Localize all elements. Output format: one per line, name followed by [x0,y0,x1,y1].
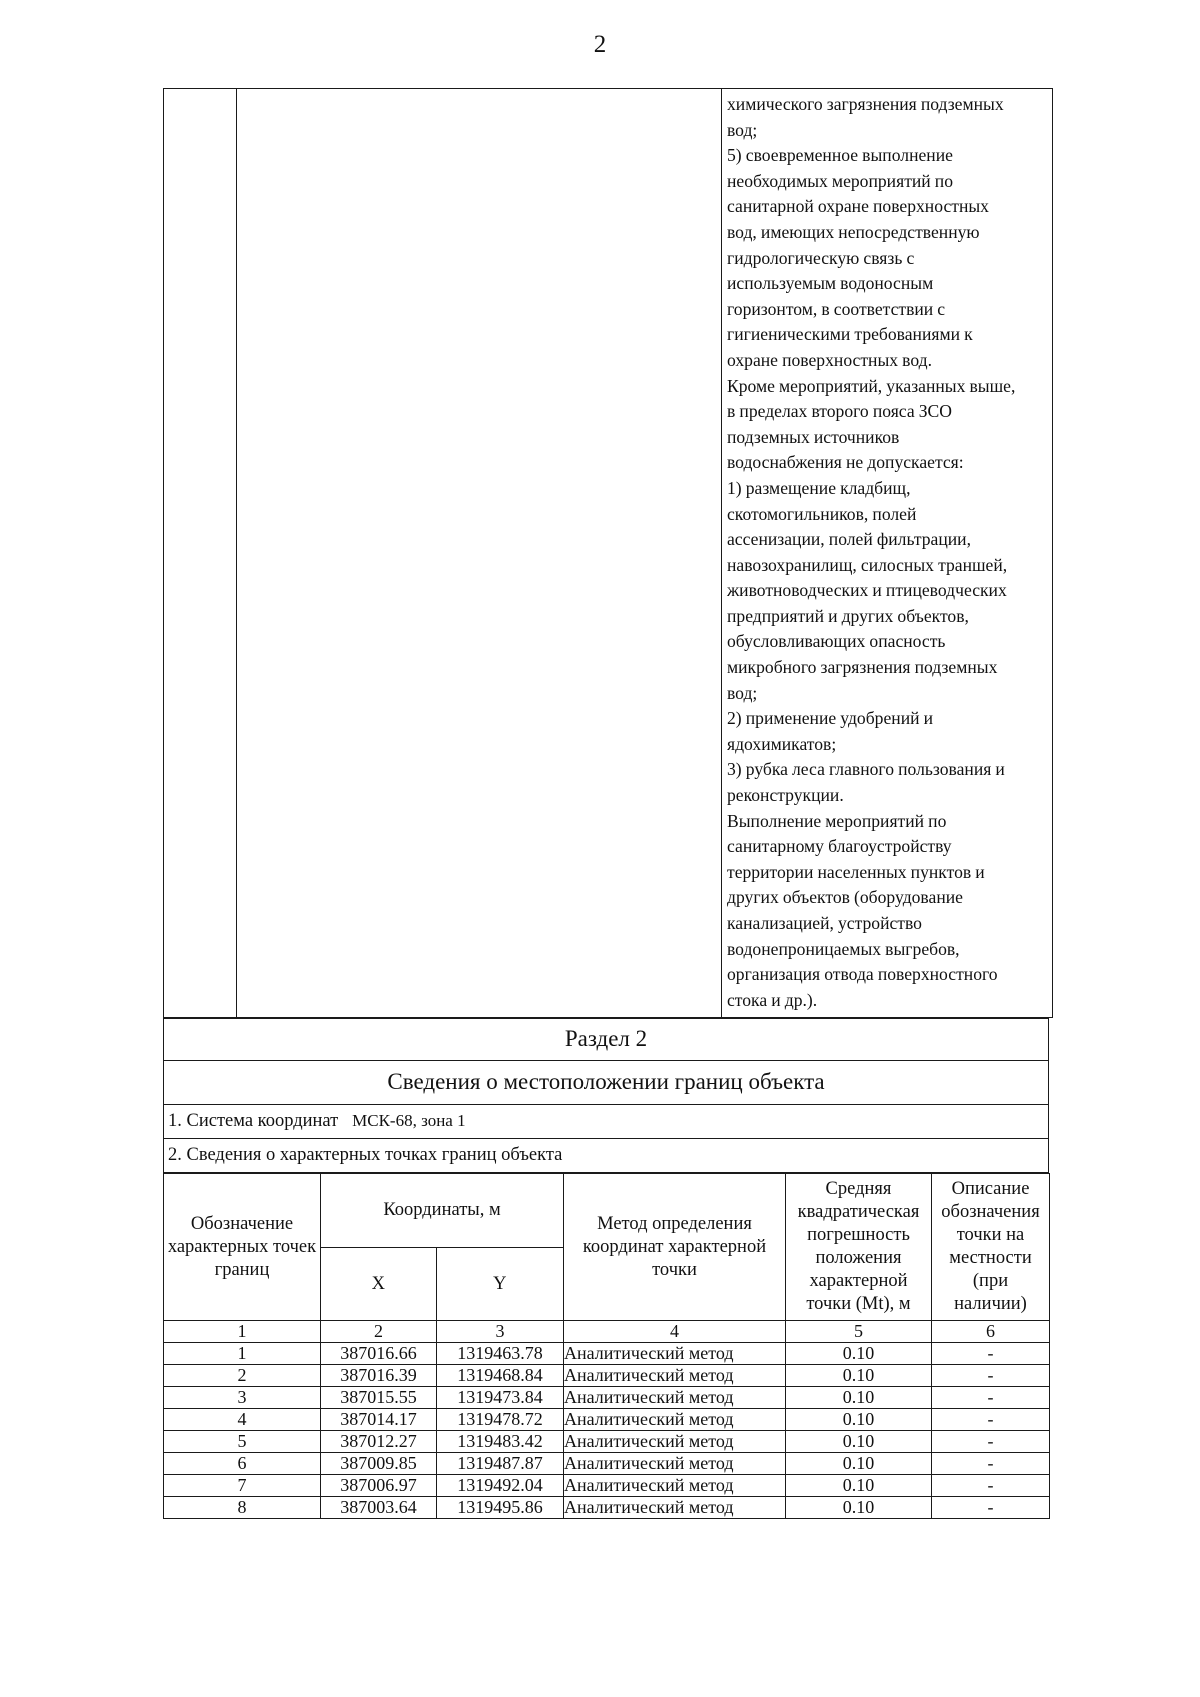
carryover-text-line: животноводческих и птицеводческих [727,580,1007,601]
column-number-5: 5 [786,1321,932,1343]
carryover-row [164,89,1053,1018]
cell-mt: 0.10 [786,1453,932,1475]
cell-coordinate-x: 387012.27 [321,1431,437,1453]
cell-method: Аналитический метод [564,1475,786,1497]
cell-coordinate-y: 1319495.86 [437,1497,564,1519]
carryover-text-line: гидрологическую связь с [727,247,915,268]
carryover-text-line: водонепроницаемых выгребов, [727,938,960,959]
cell-point-number: 6 [164,1453,321,1475]
carryover-table [163,88,1053,1018]
carryover-text-line: вод; [727,119,758,140]
cell-description: - [932,1387,1050,1409]
section-banner-row [164,1019,1049,1061]
coordinates-table [163,1173,1050,1519]
cell-description: - [932,1431,1050,1453]
cell-description: - [932,1343,1050,1365]
carryover-text-line: в пределах второго пояса ЗСО [727,401,952,422]
table-row [164,1343,1050,1365]
cell-coordinate-x: 387014.17 [321,1409,437,1431]
carryover-text-line: 3) рубка леса главного пользования и [727,759,1005,780]
carryover-text-line: охране поверхностных вод. [727,349,933,370]
cell-description: - [932,1497,1050,1519]
carryover-text-line: вод; [727,682,758,703]
cell-mt: 0.10 [786,1497,932,1519]
column-number-4: 4 [564,1321,786,1343]
coordinate-system-row [164,1105,1049,1139]
column-number-row [164,1321,1050,1343]
points-info-label: 2. Сведения о характерных точках границ объекта [168,1145,563,1166]
header-point-designation: Обозначение характерных точек границ [164,1174,321,1321]
cell-method: Аналитический метод [564,1431,786,1453]
page-number: 2 [593,31,607,58]
carryover-text-line: других объектов (оборудование [727,887,963,908]
column-number-3: 3 [437,1321,564,1343]
carryover-text-line: химического загрязнения подземных [727,94,1004,114]
carryover-text-line: необходимых мероприятий по [727,170,954,191]
cell-coordinate-x: 387003.64 [321,1497,437,1519]
carryover-text-line: водоснабжения не допускается: [727,452,964,473]
coordinate-system-label: 1. Система координат [168,1111,339,1132]
cell-coordinate-y: 1319473.84 [437,1387,564,1409]
header-mt: Средняя квадратическая погрешность положения характерной точки (Mt), м [786,1174,932,1321]
carryover-text-line: санитарной охране поверхностных [727,196,989,217]
document-body [163,88,1049,1519]
cell-coordinate-y: 1319478.72 [437,1409,564,1431]
carryover-text [722,89,1052,1017]
cell-mt: 0.10 [786,1475,932,1497]
table-row [164,1409,1050,1431]
column-number-2: 2 [321,1321,437,1343]
cell-mt: 0.10 [786,1431,932,1453]
cell-point-number: 2 [164,1365,321,1387]
header-coordinates-group: Координаты, м [321,1174,564,1248]
carryover-text-line: горизонтом, в соответствии с [727,298,946,319]
cell-method: Аналитический метод [564,1387,786,1409]
column-number-1: 1 [164,1321,321,1343]
section-banner-cell [164,1019,1049,1061]
carryover-text-line: предприятий и других объектов, [727,605,969,626]
cell-coordinate-y: 1319468.84 [437,1365,564,1387]
table-row [164,1497,1050,1519]
header-description: Описание обозначения точки на местности (при наличии) [932,1174,1050,1321]
cell-coordinate-x: 387006.97 [321,1475,437,1497]
cell-mt: 0.10 [786,1409,932,1431]
cell-coordinate-y: 1319483.42 [437,1431,564,1453]
cell-point-number: 1 [164,1343,321,1365]
cell-coordinate-x: 387009.85 [321,1453,437,1475]
cell-point-number: 8 [164,1497,321,1519]
cell-method: Аналитический метод [564,1497,786,1519]
carryover-text-line: Кроме мероприятий, указанных выше, [727,375,1016,396]
carryover-text-line: обусловливающих опасность [727,631,946,652]
header-x: X [321,1247,437,1321]
section-subtitle-cell [164,1061,1049,1105]
carryover-text-line: ассенизации, полей фильтрации, [727,529,971,550]
carryover-text-line: используемым водоносным [727,273,934,294]
carryover-text-line: реконструкции. [727,785,844,806]
cell-point-number: 4 [164,1409,321,1431]
points-info-row [164,1139,1049,1173]
coordinate-system-cell [164,1105,1049,1139]
carryover-text-line: гигиеническими требованиями к [727,324,973,345]
coordinate-system-line [164,1105,1048,1138]
cell-method: Аналитический метод [564,1453,786,1475]
section-subtitle-row [164,1061,1049,1105]
points-info-cell [164,1139,1049,1173]
cell-mt: 0.10 [786,1387,932,1409]
carryover-text-line: скотомогильников, полей [727,503,917,524]
cell-coordinate-x: 387016.39 [321,1365,437,1387]
coordinates-table-head [164,1174,1050,1321]
header-method: Метод определения координат характерной точки [564,1174,786,1321]
carryover-text-line: территории населенных пунктов и [727,861,985,882]
section-subtitle: Сведения о местоположении границ объекта [387,1069,825,1095]
carryover-text-line: организация отвода поверхностного [727,964,998,985]
table-row [164,1365,1050,1387]
column-number-6: 6 [932,1321,1050,1343]
carryover-text-line: канализацией, устройство [727,913,922,933]
cell-description: - [932,1475,1050,1497]
cell-method: Аналитический метод [564,1365,786,1387]
carryover-cell-empty-1 [164,89,237,1018]
carryover-text-line: стока и др.). [727,989,818,1010]
coordinates-table-body [164,1321,1050,1519]
carryover-text-line: санитарному благоустройству [727,836,952,857]
table-row [164,1431,1050,1453]
cell-point-number: 5 [164,1431,321,1453]
cell-mt: 0.10 [786,1343,932,1365]
cell-mt: 0.10 [786,1365,932,1387]
cell-point-number: 7 [164,1475,321,1497]
carryover-text-line: 2) применение удобрений и [727,708,934,729]
section-banner: Раздел 2 [564,1026,648,1052]
cell-description: - [932,1409,1050,1431]
header-y: Y [437,1247,564,1321]
coordinate-system-value: МСК-68, зона 1 [352,1111,466,1131]
cell-coordinate-y: 1319492.04 [437,1475,564,1497]
carryover-cell-text [722,89,1053,1018]
cell-method: Аналитический метод [564,1409,786,1431]
cell-coordinate-y: 1319463.78 [437,1343,564,1365]
cell-description: - [932,1453,1050,1475]
carryover-text-line: Выполнение мероприятий по [727,810,947,831]
carryover-text-line: 5) своевременное выполнение [727,145,953,166]
cell-description: - [932,1365,1050,1387]
carryover-text-line: подземных источников [727,426,900,447]
carryover-cell-empty-2 [237,89,722,1018]
cell-method: Аналитический метод [564,1343,786,1365]
section-header-table [163,1018,1049,1173]
header-row-top [164,1174,1050,1248]
carryover-text-line: вод, имеющих непосредственную [727,221,980,242]
table-row [164,1453,1050,1475]
carryover-text-line: ядохимикатов; [727,733,837,754]
table-row [164,1387,1050,1409]
cell-coordinate-x: 387016.66 [321,1343,437,1365]
cell-point-number: 3 [164,1387,321,1409]
cell-coordinate-y: 1319487.87 [437,1453,564,1475]
carryover-text-line: навозохранилищ, силосных траншей, [727,554,1008,575]
carryover-text-line: 1) размещение кладбищ, [727,477,911,498]
carryover-text-line: микробного загрязнения подземных [727,657,998,678]
table-row [164,1475,1050,1497]
cell-coordinate-x: 387015.55 [321,1387,437,1409]
